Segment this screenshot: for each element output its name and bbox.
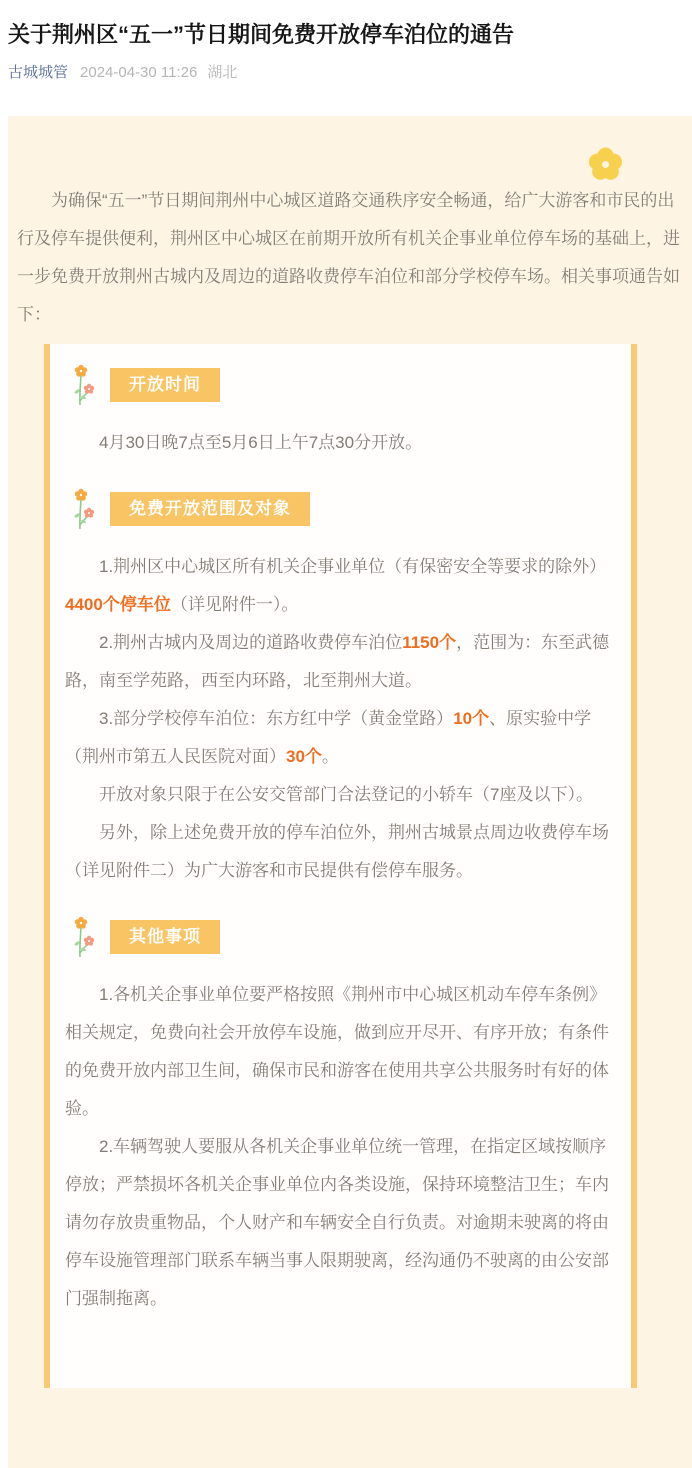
highlight-number: 30个 <box>286 747 322 766</box>
paragraph-text: 1.各机关企事业单位要严格按照《荆州市中心城区机动车停车条例》相关规定，免费向社会开放停车设施，做到应开尽开、有序开放；有条件的免费开放内部卫生间，确保市民和游客在使用共享公共服务时有好的体验。 <box>65 985 609 1118</box>
flower-branch-icon <box>73 488 95 530</box>
paragraph-text: 2.车辆驾驶人要服从各机关企事业单位统一管理，在指定区域按顺序停放；严禁损坏各机关企事业单位内各类设施，保持环境整洁卫生；车内请勿存放贵重物品，个人财产和车辆安全自行负责。对逾期未驶离的将由停车设施管理部门联系车辆当事人限期驶离，经沟通仍不驶离的由公安部门强制拖离。 <box>65 1137 609 1308</box>
section-paragraph <box>65 1128 616 1318</box>
section-paragraph <box>65 424 616 462</box>
section-badge-row <box>73 488 616 530</box>
section-badge: 免费开放范围及对象 <box>110 492 310 526</box>
page-title: 关于荆州区“五一”节日期间免费开放停车泊位的通告 <box>8 22 515 47</box>
section-badge: 开放时间 <box>110 368 220 402</box>
notice-section <box>65 916 616 1318</box>
author-link[interactable]: 古城城管 <box>8 64 69 81</box>
paragraph-text: 开放对象只限于在公安交管部门合法登记的小轿车（7座及以下）。 <box>99 785 593 804</box>
section-paragraph <box>65 548 616 624</box>
publish-time: 2024-04-30 11:26 <box>80 64 198 81</box>
flower-branch-icon <box>73 916 95 958</box>
article-meta <box>8 63 684 83</box>
highlight-number: 4400个停车位 <box>65 595 171 614</box>
section-badge-row <box>73 916 616 958</box>
highlight-number: 1150个 <box>402 633 457 652</box>
paragraph-text: 2.荆州古城内及周边的道路收费停车泊位 <box>99 633 403 652</box>
section-paragraph <box>65 976 616 1128</box>
paragraph-text: 、原实验中学（荆州市第五人民医院对面） <box>65 709 592 766</box>
section-badge-row <box>73 364 616 406</box>
section-paragraph <box>65 624 616 700</box>
highlight-number: 10个 <box>453 709 490 728</box>
paragraph-text: 4月30日晚7点至5月6日上午7点30分开放。 <box>99 433 423 452</box>
paragraph-text: ，范围为：东至武德路，南至学苑路，西至内环路，北至荆州大道。 <box>65 633 610 690</box>
section-paragraph <box>65 700 616 776</box>
notice-section <box>65 364 616 462</box>
notice-box <box>44 344 637 1388</box>
section-paragraph <box>65 814 616 890</box>
paragraph-text: 另外，除上述免费开放的停车泊位外，荆州古城景点周边收费停车场（详见附件二）为广大游客和市民提供有偿停车服务。 <box>65 823 609 880</box>
paragraph-text: 1.荆州区中心城区所有机关企事业单位（有保密安全等要求的除外） <box>99 557 607 576</box>
flower-branch-icon <box>73 364 95 406</box>
region-label: 湖北 <box>207 64 238 81</box>
yellow-flower-icon <box>587 146 624 183</box>
paragraph-text: 。 <box>321 747 339 766</box>
notice-section <box>65 488 616 890</box>
intro-paragraph: 为确保“五一”节日期间荆州中心城区道路交通秩序安全畅通，给广大游客和市民的出行及停车提供便利，荆州区中心城区在前期开放所有机关企事业单位停车场的基础上，进一步免费开放荆州古城内及周边的道路收费停车泊位和部分学校停车场。相关事项通告如下： <box>17 191 680 324</box>
article-body-background <box>8 116 692 1468</box>
paragraph-text: （详见附件一）。 <box>170 595 299 614</box>
section-paragraph <box>65 776 616 814</box>
paragraph-text: 3.部分学校停车泊位：东方红中学（黄金堂路） <box>99 709 454 728</box>
section-badge: 其他事项 <box>110 920 220 954</box>
